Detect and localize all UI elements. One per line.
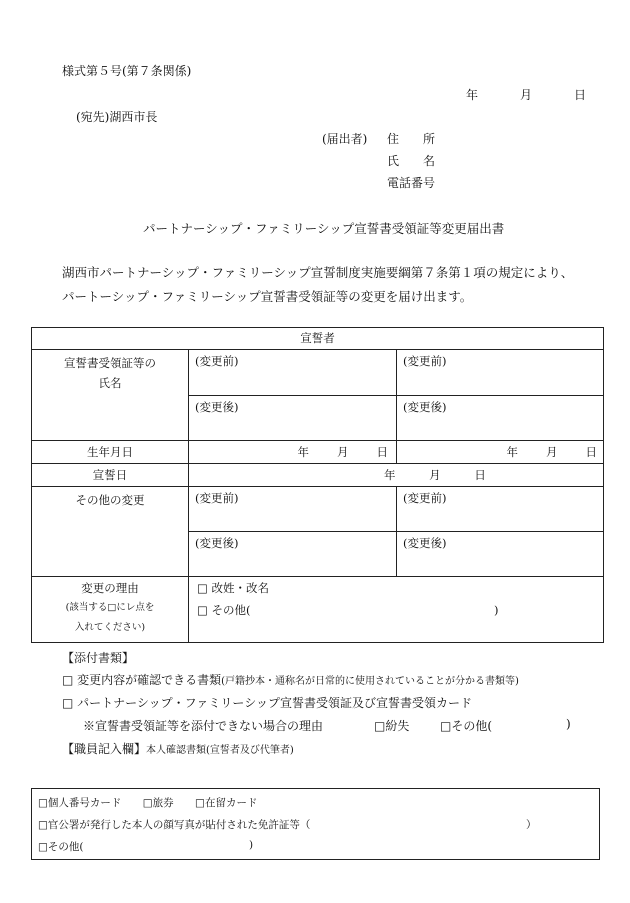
name-row-label-line2: 氏名 <box>98 376 122 390</box>
reason-note-1: (該当する□にレ点を <box>65 602 155 613</box>
mynumber-card-checkbox[interactable]: □個人番号カード <box>38 797 122 809</box>
other-after-cell-1[interactable] <box>189 532 397 577</box>
other-before-label-2: (変更前) <box>403 491 447 505</box>
reason-option-other[interactable] <box>189 596 603 618</box>
reason-note-2: 入れてください) <box>74 622 146 633</box>
identity-other-checkbox[interactable]: □その他( <box>38 841 84 853</box>
oath-date-cell[interactable] <box>189 464 604 487</box>
name-after-label-1: (変更後) <box>195 400 239 414</box>
other-after-label-1: (変更後) <box>195 536 239 550</box>
declaration-table <box>31 327 604 643</box>
reason-option-other-close: ) <box>494 603 499 617</box>
identity-row-3 <box>38 839 84 854</box>
document-title: パートナーシップ・ファミリーシップ宣誓書受領証等変更届出書 <box>143 221 505 236</box>
intro-line-2: パートーシップ・ファミリーシップ宣誓書受領証等の変更を届け出ます。 <box>62 289 473 304</box>
name-before-label-1: (変更前) <box>195 354 239 368</box>
name-before-cell-2[interactable] <box>397 350 604 396</box>
address-label: 住 所 <box>387 132 436 146</box>
birth-day-2: 日 <box>585 445 598 459</box>
attachments-heading: 【添付書類】 <box>62 651 135 665</box>
date-month-label: 月 <box>520 88 533 102</box>
other-change-label: その他の変更 <box>32 487 189 577</box>
attachment-item-1-note: (戸籍抄本・通称名が日常的に使用されていることが分かる書類等) <box>221 676 519 687</box>
other-before-cell-2[interactable] <box>397 487 604 532</box>
reason-other-checkbox[interactable]: □その他( <box>440 719 493 733</box>
attachment-item-1[interactable] <box>62 671 519 688</box>
residence-card-checkbox[interactable]: □在留カード <box>195 797 258 809</box>
birth-month-2: 月 <box>546 445 558 459</box>
birth-date-label: 生年月日 <box>32 441 189 464</box>
birth-date-cell-1[interactable] <box>189 441 397 464</box>
staff-heading: 【職員記入欄】 <box>62 742 147 756</box>
other-after-cell-2[interactable] <box>397 532 604 577</box>
phone-label: 電話番号 <box>387 176 436 190</box>
identity-row-1 <box>38 795 257 810</box>
other-before-cell-1[interactable] <box>189 487 397 532</box>
staff-section-heading <box>62 740 294 757</box>
name-row-label <box>32 350 189 441</box>
photo-license-checkbox[interactable]: □官公署が発行した本人の顔写真が貼付された免許証等（ <box>38 819 311 831</box>
oath-month: 月 <box>429 468 441 482</box>
name-after-cell-2[interactable] <box>397 396 604 441</box>
name-before-label-2: (変更前) <box>403 354 447 368</box>
identity-documents-box <box>31 788 600 860</box>
photo-license-close: ） <box>526 819 537 831</box>
date-day-label: 日 <box>574 88 587 102</box>
other-before-label-1: (変更前) <box>195 491 239 505</box>
oath-day: 日 <box>474 468 486 482</box>
date-year-label: 年 <box>466 88 479 102</box>
reason-other-close: ) <box>566 717 571 731</box>
identity-other-close: ) <box>249 839 254 851</box>
name-before-cell-1[interactable] <box>189 350 397 396</box>
birth-day-1: 日 <box>376 445 388 459</box>
reason-label: 変更の理由 <box>81 581 139 595</box>
oath-year: 年 <box>384 468 396 482</box>
oath-date-parts <box>189 464 603 486</box>
reason-option-name-change[interactable]: □ 改姓・改名 <box>197 581 270 595</box>
name-row-label-line1: 宣誓書受領証等の <box>64 356 156 370</box>
reason-label-cell <box>32 577 189 643</box>
birth-year-2: 年 <box>506 445 519 459</box>
table-header-declarant: 宣誓者 <box>32 328 604 350</box>
attachment-item-2[interactable]: □ パートナーシップ・ファミリーシップ宣誓書受領証及び宣誓書受領カード <box>62 696 472 710</box>
identity-row-2 <box>38 817 310 832</box>
form-number: 様式第５号(第７条関係) <box>62 64 192 78</box>
other-after-label-2: (変更後) <box>403 536 447 550</box>
birth-month-1: 月 <box>337 445 349 459</box>
birth-date-cell-2[interactable] <box>397 441 604 464</box>
birth-year-1: 年 <box>297 445 309 459</box>
reason-option-other-label: □ その他( <box>197 603 251 617</box>
oath-date-label: 宣誓日 <box>32 464 189 487</box>
passport-checkbox[interactable]: □旅券 <box>142 797 174 809</box>
attachment-missing-reason: ※宣誓書受領証等を添付できない場合の理由 <box>83 719 324 733</box>
name-after-label-2: (変更後) <box>403 400 447 414</box>
intro-line-1: 湖西市パートナーシップ・ファミリーシップ宣誓制度実施要綱第７条第１項の規定により、 <box>62 265 574 280</box>
addressee: (宛先)湖西市長 <box>76 110 158 124</box>
reason-lost-checkbox[interactable]: □紛失 <box>374 719 410 733</box>
name-after-cell-1[interactable] <box>189 396 397 441</box>
applicant-label: (届出者) <box>322 132 368 146</box>
staff-heading-note: 本人確認書類(宣誓者及び代筆者) <box>146 745 294 756</box>
attachment-item-1-main: □ 変更内容が確認できる書類 <box>62 673 222 687</box>
reason-options-cell <box>189 577 604 643</box>
name-label: 氏 名 <box>387 154 436 168</box>
